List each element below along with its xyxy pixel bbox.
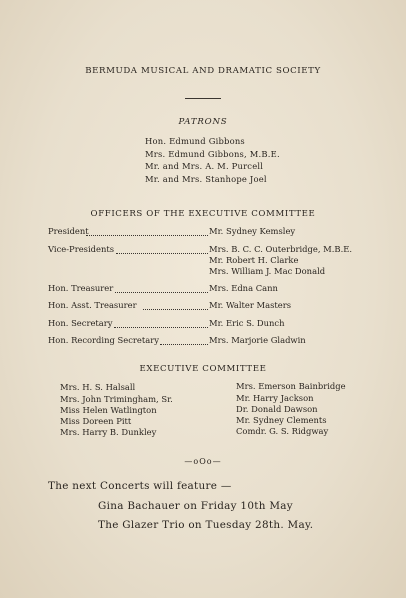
executive-member: Mrs. H. S. Halsall	[60, 382, 136, 392]
dot-leader	[143, 309, 208, 310]
officer-role: Hon. Secretary	[48, 318, 113, 328]
officer-name: Mrs. Marjorie Gladwin	[209, 335, 306, 345]
patron-name: Mr. and Mrs. Stanhope Joel	[145, 174, 267, 184]
patrons-heading: PATRONS	[178, 117, 228, 127]
dot-leader	[116, 253, 208, 254]
dot-leader	[114, 327, 208, 328]
dot-leader	[115, 292, 208, 293]
patron-name: Hon. Edmund Gibbons	[145, 136, 245, 146]
officer-role: Vice-Presidents	[48, 244, 115, 254]
vice-president-name: Mrs. William J. Mac Donald	[209, 266, 326, 276]
executive-member: Mrs. Harry B. Dunkley	[60, 427, 157, 437]
concert-item: The Glazer Trio on Tuesday 28th. May.	[98, 519, 314, 531]
dot-leader	[160, 344, 208, 345]
separator-ornament: —oOo—	[184, 457, 222, 466]
concert-item: Gina Bachauer on Friday 10th May	[98, 500, 293, 512]
officer-role: Hon. Recording Secretary	[48, 335, 159, 345]
executive-member: Miss Helen Watlington	[60, 405, 157, 415]
officer-name: Mr. Sydney Kemsley	[209, 226, 296, 236]
executive-member: Dr. Donald Dawson	[236, 404, 318, 414]
officer-role: Hon. Asst. Treasurer	[48, 300, 137, 310]
concerts-heading: The next Concerts will feature —	[48, 480, 232, 492]
executive-member: Mrs. John Trimingham, Sr.	[60, 394, 173, 404]
executive-member: Mr. Harry Jackson	[236, 393, 314, 403]
officer-role: President	[48, 226, 89, 236]
officer-name: Mrs. B. C. C. Outerbridge, M.B.E.	[209, 244, 353, 254]
vice-president-name: Mr. Robert H. Clarke	[209, 255, 299, 265]
patron-name: Mrs. Edmund Gibbons, M.B.E.	[145, 149, 280, 159]
patron-name: Mr. and Mrs. A. M. Purcell	[145, 161, 264, 171]
executive-member: Mr. Sydney Clements	[236, 415, 327, 425]
officer-row-secretary	[48, 318, 368, 330]
officer-name: Mr. Walter Masters	[209, 300, 292, 310]
title-rule	[185, 98, 221, 99]
executive-member: Miss Doreen Pitt	[60, 416, 132, 426]
officer-row-asst-treasurer	[48, 300, 368, 312]
officer-name: Mrs. Edna Cann	[209, 283, 278, 293]
officer-name: Mr. Eric S. Dunch	[209, 318, 285, 328]
officer-row-recording-secretary	[48, 335, 368, 347]
officer-row-vice-presidents	[48, 244, 368, 256]
executive-member: Comdr. G. S. Ridgway	[236, 426, 329, 436]
executive-heading: EXECUTIVE COMMITTEE	[139, 364, 267, 374]
dot-leader	[86, 235, 208, 236]
officers-heading: OFFICERS OF THE EXECUTIVE COMMITTEE	[90, 209, 316, 219]
officer-row-president	[48, 226, 368, 238]
society-title: BERMUDA MUSICAL AND DRAMATIC SOCIETY	[85, 66, 321, 76]
executive-member: Mrs. Emerson Bainbridge	[236, 381, 346, 391]
officer-role: Hon. Treasurer	[48, 283, 114, 293]
officer-row-treasurer	[48, 283, 368, 295]
